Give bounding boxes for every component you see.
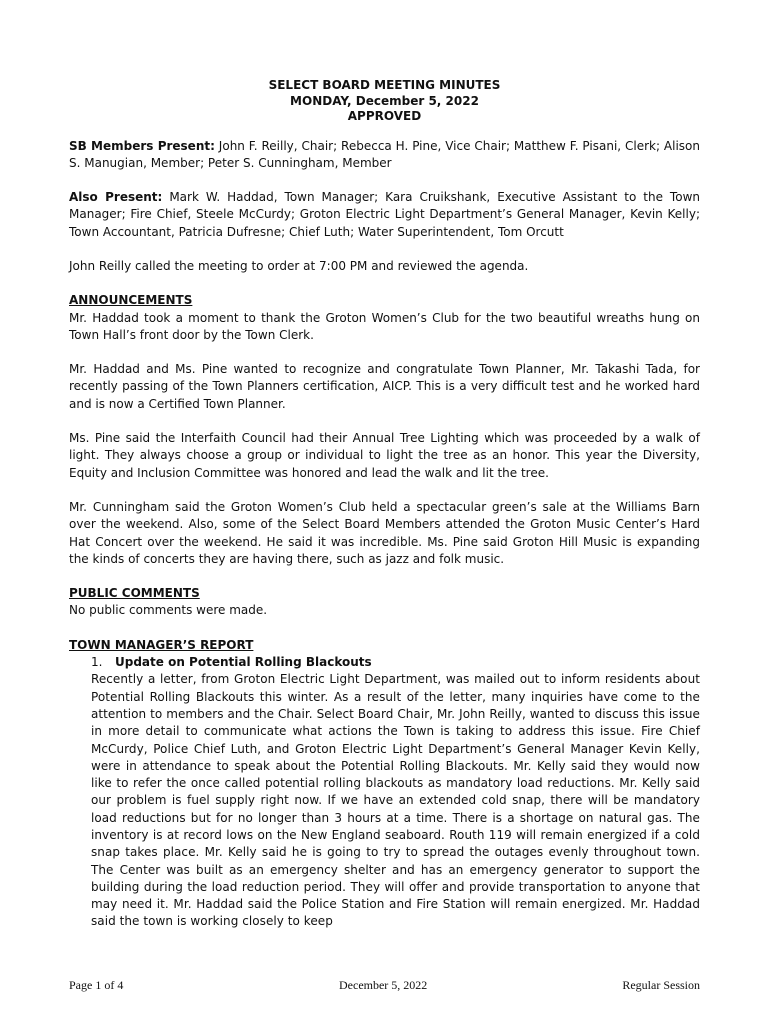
footer-session: Regular Session	[622, 978, 700, 992]
report-item-text: Recently a letter, from Groton Electric Light Department, was mailed out to inform residents about Potential Rolling Blackouts this winter. As a result of the letter, many inquiries have come to the attention to members and the Chair. Select Board Chair, Mr. John Reilly, wanted to discuss this issue in more detail to communicate what actions the Town is taking to address this issue. Fire Chief McCurdy, Police Chief Luth, and Groton Electric Light Department’s General Manager Kevin Kelly, were in attendance to speak about the Potential Rolling Blackouts. Mr. Kelly said they would now like to refer the once called potential rolling blackouts as mandatory load reductions. Mr. Kelly said our problem is fuel supply right now. If we have an extended cold snap, there will be mandatory load reductions but for no longer than 3 hours at a time. There is a shortage on natural gas. The inventory is at record lows on the New England seaboard. Routh 119 will remain energized if a cold snap takes place. Mr. Kelly said he is going to try to spread the outages evenly throughout town. The Center was built as an emergency shelter and has an emergency generator to support the building during the load reduction period. They will offer and provide transportation to anyone that may need it. Mr. Haddad said the Police Station and Fire Station will remain energized. Mr. Haddad said the town is working closely to keep	[91, 672, 700, 929]
members-present-text: John F. Reilly, Chair; Rebecca H. Pine, Vice Chair; Matthew F. Pisani, Clerk; Alison S. Manugian, Member; Peter S. Cunningham, Member	[69, 138, 700, 170]
announcement-paragraph: Mr. Haddad took a moment to thank the Groton Women’s Club for the two beautiful wreaths hung on Town Hall’s front door by the Town Clerk.	[69, 310, 700, 342]
report-item-title	[91, 654, 700, 671]
meeting-date: MONDAY, December 5, 2022	[290, 93, 479, 108]
document-title: SELECT BOARD MEETING MINUTES	[268, 78, 501, 92]
announcement-paragraph: Mr. Haddad and Ms. Pine wanted to recognize and congratulate Town Planner, Mr. Takashi Tada, for recently passing of the Town Planners certification, AICP. This is a very difficult test and he worked hard and is now a Certified Town Planner.	[69, 362, 700, 411]
members-present-label: SB Members Present:	[69, 138, 215, 153]
announcement-paragraph: Mr. Cunningham said the Groton Women’s Club held a spectacular green’s sale at the Williams Barn over the weekend. Also, some of the Select Board Members attended the Groton Music Center’s Hard Hat Concert over the weekend. He said it was incredible. Ms. Pine said Groton Hill Music is expanding the kinds of concerts they are having there, such as jazz and folk music.	[69, 499, 700, 566]
public-comments-text: No public comments were made.	[69, 603, 268, 618]
also-present-label: Also Present:	[69, 190, 163, 205]
also-present-text: Mark W. Haddad, Town Manager; Kara Cruikshank, Executive Assistant to the Town Manager; Fire Chief, Steele McCurdy; Groton Electric Light Department’s General Manager, Kevin Kelly; Town Accountant, Patricia Dufresne; Chief Luth; Water Superintendent, Tom Orcutt	[69, 190, 700, 239]
document-page	[69, 78, 700, 931]
announcements-heading: ANNOUNCEMENTS	[69, 293, 193, 308]
report-item-number: 1.	[91, 655, 103, 670]
also-present	[69, 189, 700, 241]
report-item-title-text: Update on Potential Rolling Blackouts	[115, 655, 372, 670]
town-manager-report-heading: TOWN MANAGER’S REPORT	[69, 637, 254, 652]
footer-page-number: Page 1 of 4	[69, 978, 124, 992]
announcement-paragraph: Ms. Pine said the Interfaith Council had their Annual Tree Lighting which was proceeded by a walk of light. They always choose a group or individual to light the tree as an honor. This year the Diversity, Equity and Inclusion Committee was honored and lead the walk and lit the tree.	[69, 431, 700, 480]
members-present	[69, 138, 700, 173]
call-to-order: John Reilly called the meeting to order at 7:00 PM and reviewed the agenda.	[69, 258, 529, 273]
public-comments-heading: PUBLIC COMMENTS	[69, 586, 200, 601]
page-footer	[69, 978, 700, 994]
approval-status: APPROVED	[347, 109, 422, 123]
footer-date: December 5, 2022	[339, 978, 428, 992]
